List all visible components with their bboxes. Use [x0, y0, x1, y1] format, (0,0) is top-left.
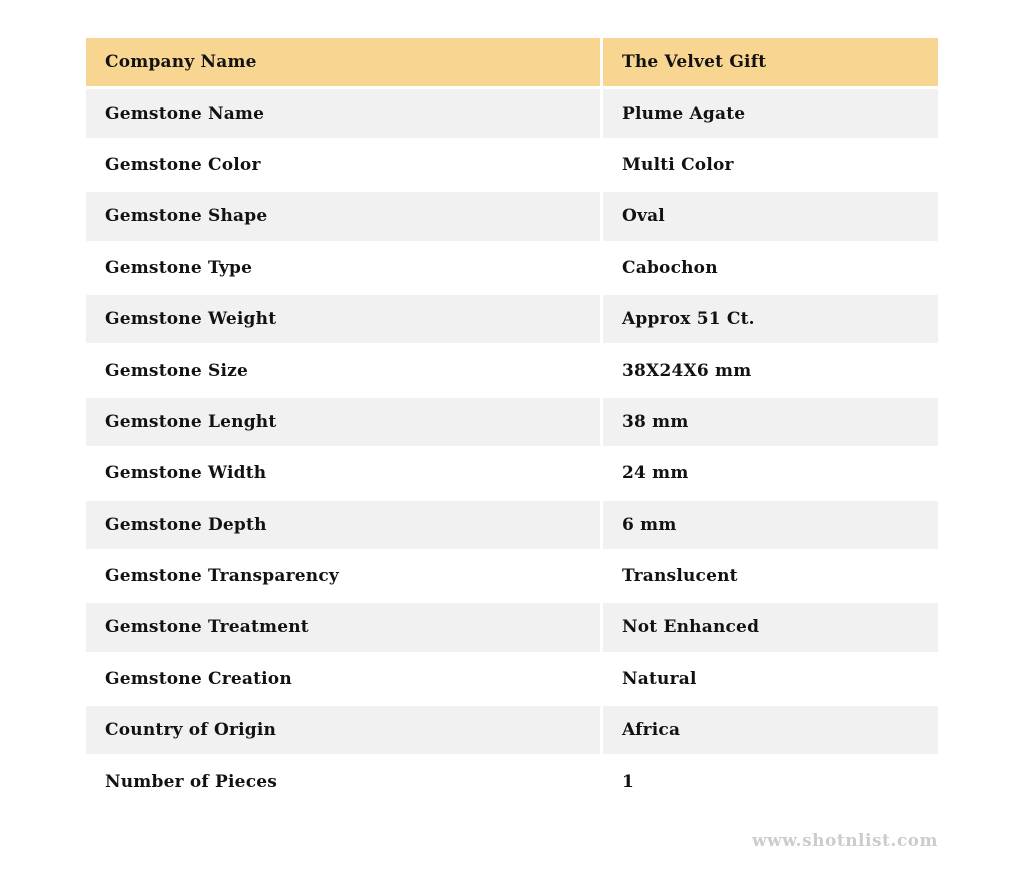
watermark-text: www.shotnlist.com [751, 831, 938, 851]
row-gemstone-shape-value: Oval [603, 192, 938, 240]
row-gemstone-transparency-label: Gemstone Transparency [86, 552, 600, 600]
row-number-of-pieces-label: Number of Pieces [86, 757, 600, 805]
row-gemstone-width-label: Gemstone Width [86, 449, 600, 497]
row-gemstone-lenght-label: Gemstone Lenght [86, 398, 600, 446]
row-gemstone-depth-value: 6 mm [603, 501, 938, 549]
row-gemstone-weight-value: Approx 51 Ct. [603, 295, 938, 343]
row-country-of-origin-label: Country of Origin [86, 706, 600, 754]
row-gemstone-size-value: 38X24X6 mm [603, 346, 938, 394]
row-gemstone-shape-label: Gemstone Shape [86, 192, 600, 240]
row-gemstone-creation-value: Natural [603, 655, 938, 703]
row-gemstone-type-label: Gemstone Type [86, 244, 600, 292]
row-gemstone-width-value: 24 mm [603, 449, 938, 497]
gemstone-spec-table [86, 38, 938, 806]
row-gemstone-weight-label: Gemstone Weight [86, 295, 600, 343]
row-gemstone-name-value: Plume Agate [603, 89, 938, 137]
row-gemstone-creation-label: Gemstone Creation [86, 655, 600, 703]
row-gemstone-color-value: Multi Color [603, 141, 938, 189]
row-number-of-pieces-value: 1 [603, 757, 938, 805]
row-gemstone-treatment-value: Not Enhanced [603, 603, 938, 651]
row-gemstone-depth-label: Gemstone Depth [86, 501, 600, 549]
header-company-name-label: Company Name [86, 38, 600, 86]
row-gemstone-lenght-value: 38 mm [603, 398, 938, 446]
row-gemstone-treatment-label: Gemstone Treatment [86, 603, 600, 651]
header-company-name-value: The Velvet Gift [603, 38, 938, 86]
row-gemstone-size-label: Gemstone Size [86, 346, 600, 394]
row-country-of-origin-value: Africa [603, 706, 938, 754]
row-gemstone-name-label: Gemstone Name [86, 89, 600, 137]
row-gemstone-color-label: Gemstone Color [86, 141, 600, 189]
row-gemstone-transparency-value: Translucent [603, 552, 938, 600]
row-gemstone-type-value: Cabochon [603, 244, 938, 292]
